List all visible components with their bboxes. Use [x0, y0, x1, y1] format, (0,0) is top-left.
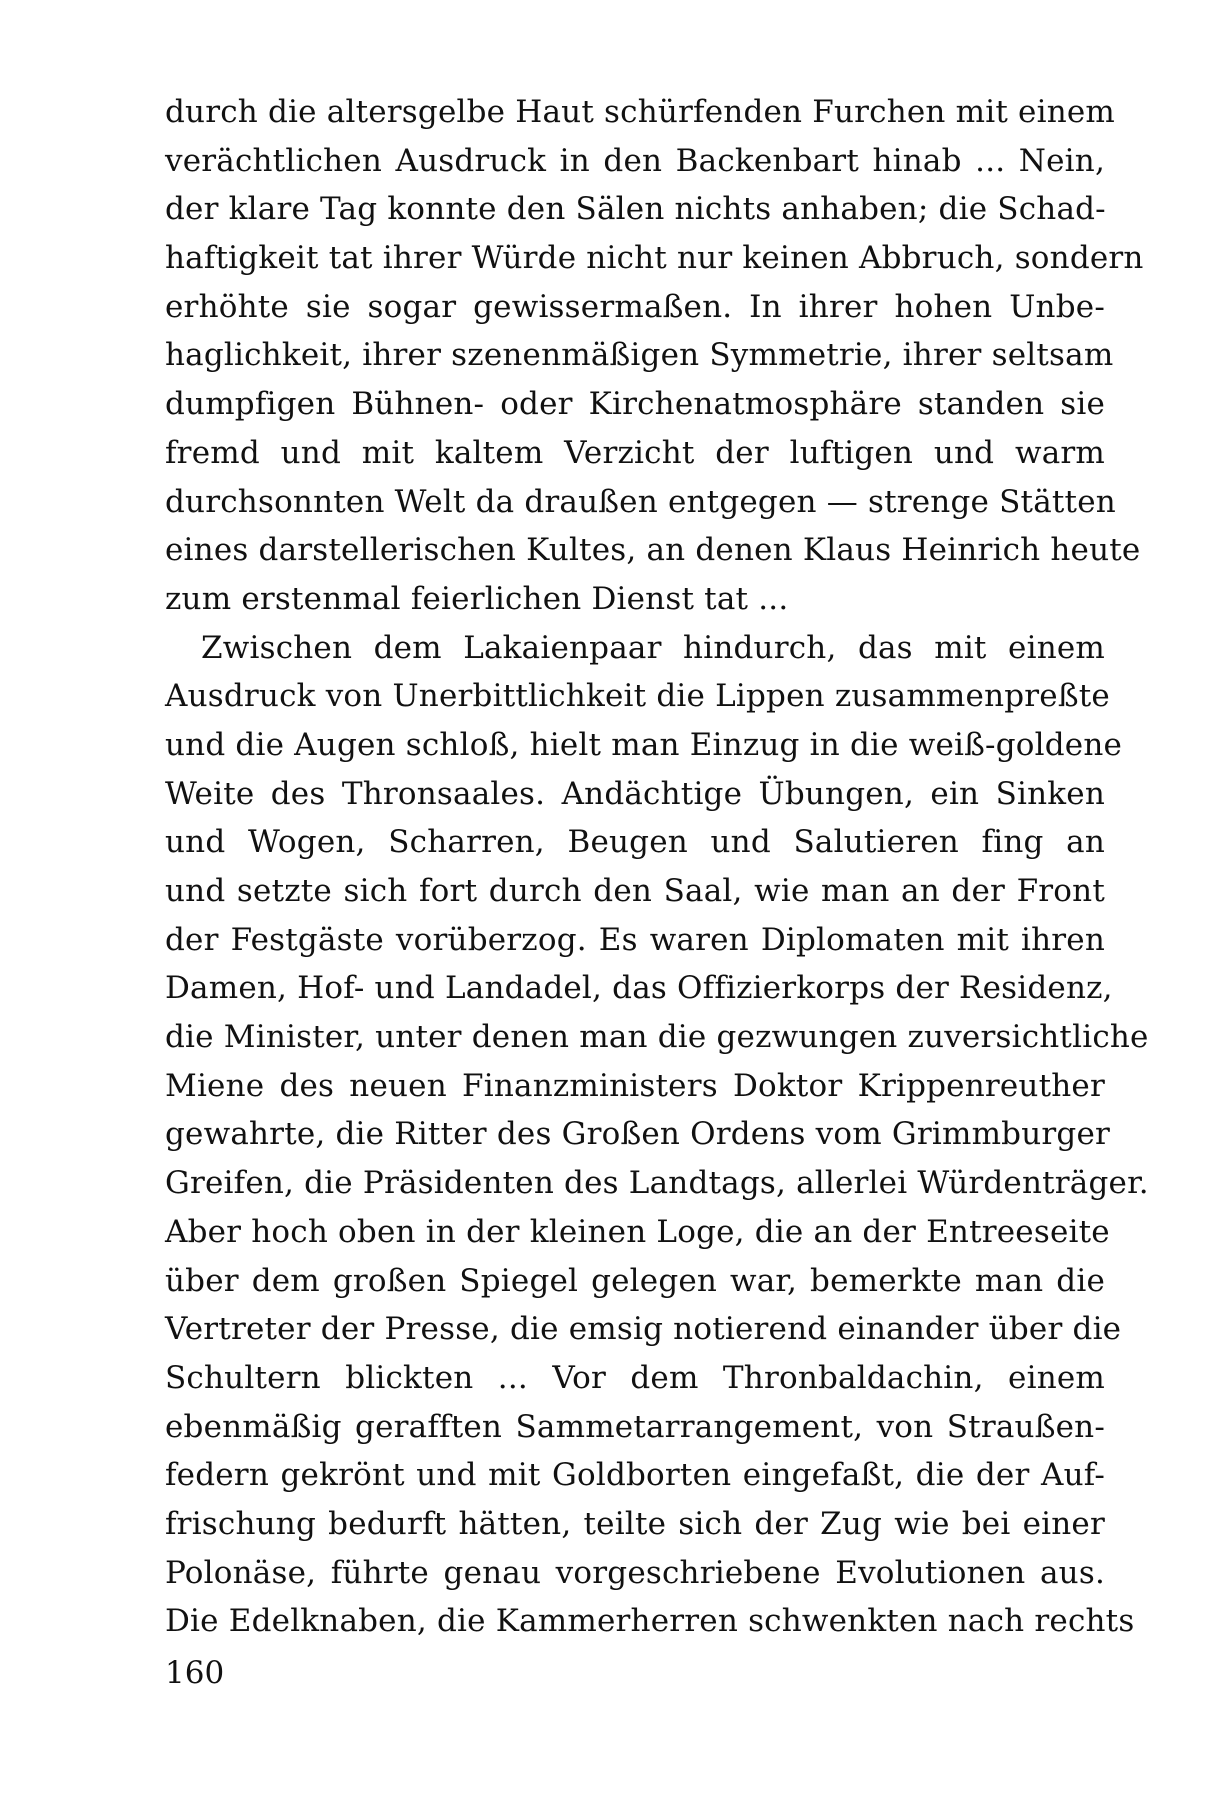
text-line: gewahrte, die Ritter des Großen Ordens vom Grimmburger	[165, 1116, 1111, 1153]
text-line: Greifen, die Präsidenten des Landtags, allerlei Würdenträger.	[165, 1165, 1149, 1202]
paragraph-start-line: Zwischen dem Lakaienpaar hindurch, das mit einem	[201, 629, 1105, 666]
page-number: 160	[165, 1655, 225, 1691]
paragraph-end-line: zum erstenmal feierlichen Dienst tat ...	[165, 580, 789, 617]
text-line: Vertreter der Presse, die emsig notierend einander über die	[165, 1311, 1122, 1348]
text-line: der klare Tag konnte den Sälen nichts anhaben; die Schad-	[165, 191, 1106, 228]
text-line: Damen, Hof- und Landadel, das Offizierkorps der Residenz,	[165, 970, 1113, 1007]
text-line: und setzte sich fort durch den Saal, wie man an der Front	[165, 873, 1105, 909]
text-line: Miene des neuen Finanzministers Doktor Krippenreuther	[165, 1067, 1105, 1104]
text-line: fremd und mit kaltem Verzicht der luftigen und warm	[165, 434, 1105, 471]
text-line: dumpfigen Bühnen- oder Kirchenatmosphäre standen sie	[165, 386, 1105, 423]
text-line: über dem großen Spiegel gelegen war, bemerkte man die	[165, 1262, 1105, 1299]
text-line: und Wogen, Scharren, Beugen und Salutieren fing an	[165, 824, 1105, 861]
text-line: Polonäse, führte genau vorgeschriebene Evolutionen aus.	[165, 1554, 1105, 1591]
text-line: haglichkeit, ihrer szenenmäßigen Symmetrie, ihrer seltsam	[165, 337, 1114, 374]
text-line: der Festgäste vorüberzog. Es waren Diplomaten mit ihren	[165, 921, 1105, 958]
text-line: verächtlichen Ausdruck in den Backenbart hinab ... Nein,	[165, 142, 1105, 179]
text-line: Die Edelknaben, die Kammerherren schwenkten nach rechts	[165, 1603, 1135, 1640]
body-text	[165, 88, 1149, 1646]
text-line: frischung bedurft hätten, teilte sich der Zug wie bei einer	[165, 1505, 1105, 1542]
text-line: erhöhte sie sogar gewissermaßen. In ihrer hohen Unbe-	[165, 288, 1105, 325]
text-line: haftigkeit tat ihrer Würde nicht nur keinen Abbruch, sondern	[165, 240, 1144, 277]
text-line: federn gekrönt und mit Goldborten eingefaßt, die der Auf-	[165, 1457, 1105, 1494]
text-line: die Minister, unter denen man die gezwungen zuversichtliche	[165, 1019, 1149, 1056]
text-line: durch die altersgelbe Haut schürfenden Furchen mit einem	[165, 94, 1116, 130]
text-line: Ausdruck von Unerbittlichkeit die Lippen zusammenpreßte	[165, 678, 1110, 715]
text-line: Schultern blickten ... Vor dem Thronbaldachin, einem	[165, 1359, 1105, 1396]
text-line: Aber hoch oben in der kleinen Loge, die an der Entreeseite	[165, 1213, 1110, 1250]
text-line: und die Augen schloß, hielt man Einzug in die weiß-goldene	[165, 726, 1123, 763]
text-line: durchsonnten Welt da draußen entgegen — strenge Stätten	[165, 483, 1116, 520]
text-line: ebenmäßig gerafften Sammetarrangement, von Straußen-	[165, 1408, 1105, 1445]
text-line: eines darstellerischen Kultes, an denen Klaus Heinrich heute	[165, 532, 1141, 569]
text-line: Weite des Thronsaales. Andächtige Übungen, ein Sinken	[165, 775, 1105, 812]
